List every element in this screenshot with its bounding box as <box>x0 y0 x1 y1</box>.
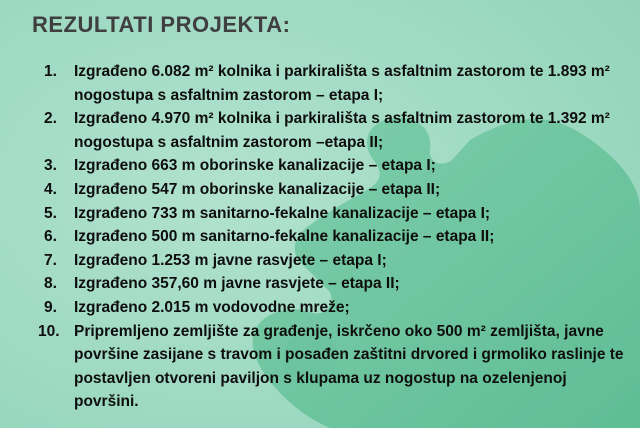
slide-title: REZULTATI PROJEKTA: <box>32 12 291 37</box>
list-item <box>44 178 630 202</box>
list-item-text: Pripremljeno zemljište za građenje, iskrčeno oko 500 m² zemljišta, javne površine zasijane s travom i posađen zaštitni drvored i grmoliko raslinje te postavljen otvoreni paviljon s klupama uz nogostup na ozelenjenoj površini. <box>74 322 624 411</box>
list-item <box>44 249 630 273</box>
list-item-text: Izgrađeno 500 m sanitarno-fekalne kanalizacije – etapa II; <box>74 228 495 246</box>
list-item-text: Izgrađeno 663 m oborinske kanalizacije – etapa I; <box>74 157 436 175</box>
list-item-number: 8. <box>44 275 57 293</box>
list-item-number: 7. <box>44 251 57 269</box>
list-item-number: 3. <box>44 157 57 175</box>
results-list <box>38 60 630 414</box>
list-item-text: Izgrađeno 547 m oborinske kanalizacije – etapa II; <box>74 180 441 198</box>
list-item-text: Izgrađeno 6.082 m² kolnika i parkirališta s asfaltnim zastorom te 1.893 m² nogostupa s asfaltnim zastorom – etapa I; <box>74 63 610 104</box>
list-item <box>44 296 630 320</box>
list-item-number: 2. <box>44 110 57 128</box>
list-item-number: 10. <box>38 322 60 340</box>
list-item <box>44 154 630 178</box>
list-item-number: 5. <box>44 204 57 222</box>
list-item-number: 9. <box>44 298 57 316</box>
list-item-number: 6. <box>44 228 57 246</box>
list-item <box>44 202 630 226</box>
list-item-number: 4. <box>44 180 57 198</box>
list-item <box>44 272 630 296</box>
list-item-text: Izgrađeno 2.015 m vodovodne mreže; <box>74 298 350 316</box>
list-item-text: Izgrađeno 733 m sanitarno-fekalne kanalizacije – etapa I; <box>74 204 491 222</box>
list-item-number: 1. <box>44 63 57 80</box>
list-item <box>44 225 630 249</box>
list-item-text: Izgrađeno 1.253 m javne rasvjete – etapa I; <box>74 251 387 269</box>
list-item <box>44 60 630 107</box>
list-item-text: Izgrađeno 4.970 m² kolnika i parkirališta s asfaltnim zastorom te 1.392 m² nogostupa s asfaltnim zastorom –etapa II; <box>74 110 610 151</box>
list-item <box>44 107 630 154</box>
list-item <box>38 320 630 414</box>
list-item-text: Izgrađeno 357,60 m javne rasvjete – etapa II; <box>74 275 400 293</box>
